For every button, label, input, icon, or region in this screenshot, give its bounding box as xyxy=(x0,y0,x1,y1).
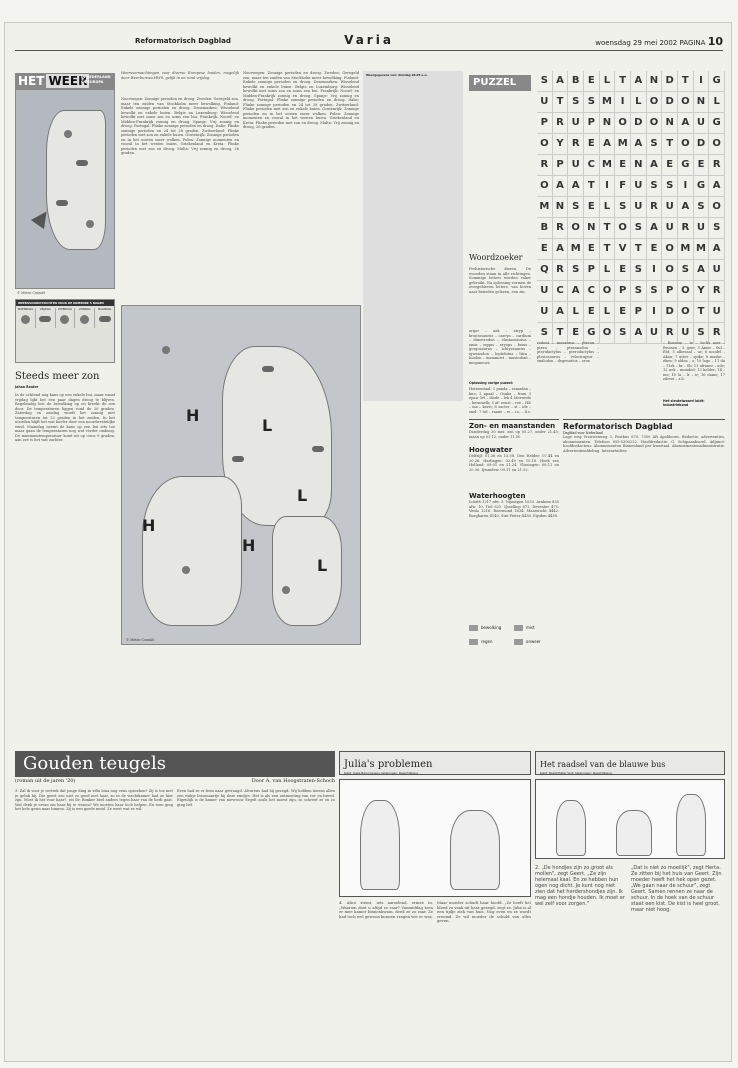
grid-letter: O xyxy=(615,218,631,239)
weather-byline: Johan Reuter xyxy=(15,385,39,389)
grid-letter: R xyxy=(709,281,725,302)
grid-letter: R xyxy=(553,260,569,281)
grid-letter: S xyxy=(568,260,584,281)
weather-logo-b: WEER xyxy=(48,74,88,88)
grid-letter: R xyxy=(553,113,569,134)
grid-letter: S xyxy=(631,281,647,302)
grid-letter: Y xyxy=(694,281,710,302)
legend-swatch xyxy=(514,625,523,631)
masthead-text: Lage weg Vrouwenweg 3, Postbus 670, 7300 AR Apeldoorn. Redactie, advertenties, abonnementen. Telefoon 055-5390222. Hoofdredactie: G. Schipaanboord. Adjunct-hoofdredacteur. Abonnementen Binnenland per kwartaal. Abonnementenadministratie. Advertentieafdeling. Internetadres. xyxy=(563,435,725,453)
grid-letter: T xyxy=(662,134,678,155)
forecast-day: VRIJDAG xyxy=(36,308,56,328)
legend-item: mist xyxy=(514,623,559,632)
grid-letter: A xyxy=(631,71,647,92)
pressure-label: H xyxy=(142,516,156,535)
puzzle-heading: Woordzoeker xyxy=(469,253,523,262)
page-header xyxy=(15,31,723,51)
grid-letter: B xyxy=(568,71,584,92)
solution-text: Horizontaal: 1 panda – ramadan – kuo; 2 apaal – Osaka – from 3 epau- let – diode – lek 4 Merwede – kernmelk; 5 af- eenst – ree – HK – ma – kerst; 6 sacter – st – ide – snel; 7 tof – raage – rs – i.o. – il.s. xyxy=(469,387,531,413)
grid-letter: I xyxy=(600,176,616,197)
grid-letter: D xyxy=(662,302,678,323)
grid-letter: A xyxy=(647,155,663,176)
raadsel-text-col2: „Dat is niet zo moeilijk", zegt Herta. Ze zitten bij het huis van Geert. Zijn moeder heeft het hek open gezet. „We gaan naar de schuur", zegt Geert. Samen rennen ze naar de schuur. In de hoek van de schuur staat een kist. De kist is heel groot, maar niet hoog. xyxy=(631,865,722,913)
grid-letter: E xyxy=(584,239,600,260)
grid-letter: S xyxy=(678,260,694,281)
grid-letter: R xyxy=(678,218,694,239)
header-publication: Reformatorisch Dagblad xyxy=(135,37,231,45)
grid-letter: S xyxy=(662,176,678,197)
grid-letter: A xyxy=(709,239,725,260)
cloud-icon xyxy=(262,366,274,372)
grid-letter: O xyxy=(615,113,631,134)
grid-letter: G xyxy=(584,323,600,344)
grid-letter: E xyxy=(584,197,600,218)
pressure-label: L xyxy=(297,486,308,505)
grid-letter: D xyxy=(631,113,647,134)
julia-text-col2: Maar moeder schudt haar hoofd. „Ze heeft het bloed zo vaak uit haar gezegd, zegt ze. Julia is al een tijdje ziek van huis. Nog even en ze wordt vreemd. Ze wil moeder de schuld van alles geven. xyxy=(437,901,531,923)
grid-letter: S xyxy=(568,92,584,113)
cloud-icon xyxy=(76,160,88,166)
grid-letter: P xyxy=(584,260,600,281)
sun-icon xyxy=(182,566,190,574)
grid-letter: P xyxy=(553,155,569,176)
weather-body: In de ochtend nog kans op een enkele bui, maar vanaf vrijdag lijkt het een paar dagen droog te blijven. Regelmatig lost de bewolking op en breekt de zon door. De temperaturen liggen rond de 20 graden. Zaterdag en zondag wordt het zonnig met temperaturen tot 22 graden in het zuiden. In het noorden blijft het wat koeler door een noordwestelijke wind. Maandag neemt de kans op een bui iets toe maar gaan de temperaturen nog wat verder omhoog. De minimumtemperatuur komt uit op circa 9 graden, aan zee is het wat zachter. xyxy=(15,393,115,442)
raadsel-title: Het raadsel van de blauwe bus xyxy=(540,760,666,769)
grid-letter: O xyxy=(568,218,584,239)
sunmoon-section xyxy=(469,419,559,619)
grid-letter: C xyxy=(584,155,600,176)
grid-letter: U xyxy=(568,155,584,176)
puzzle-title: PUZZEL xyxy=(469,75,531,91)
europe-intro: Weersverwachtingen voor diverse Europese landen, mogelijk door Weerbureau HWS, gelijk in en rond vrijdag: xyxy=(121,71,239,80)
sun-icon xyxy=(80,315,89,324)
grid-letter: A xyxy=(568,176,584,197)
julia-title: Julia's problemen xyxy=(344,759,433,770)
puzzle-intro: Prehistorische dieren. De woorden staan in alle richtingen. Sommige letters worden vaker gebruikt. Na oplossing vormen de overgebleven letters, van boven naar beneden gelezen, een zin. xyxy=(469,267,531,294)
forecast-day: MAANDAG xyxy=(95,308,114,328)
puzzle-words-2: rodont – mosaurus – pteron – ptera – pteranodon – pteridactylus – pterodactylus – plesiosaurus – velociraptor – smilodon – degenatica – orox xyxy=(537,341,599,363)
weather-logo xyxy=(15,73,115,89)
grid-letter: T xyxy=(600,239,616,260)
grid-letter: O xyxy=(647,92,663,113)
grid-letter: U xyxy=(537,92,553,113)
grid-letter: U xyxy=(694,218,710,239)
gouden-body-col2: Even had ze er hem naar gevraagd. Alvorens had hij gezegd: Wij hebben ineens allen een wakje lessenaartje bij deze eindjes. Het is als een ontmoeting van ver en breed. Eigenlijk is de kamer van mevrouw Ergelt zoals het moest zijn, zo schreef ze en zo ging het. xyxy=(177,789,335,807)
grid-letter: G xyxy=(709,71,725,92)
grid-letter: V xyxy=(615,239,631,260)
grid-letter: U xyxy=(537,281,553,302)
grid-letter: S xyxy=(584,92,600,113)
weather-headline: Steeds meer zon xyxy=(15,371,100,382)
grid-letter: D xyxy=(694,134,710,155)
grid-letter: N xyxy=(631,155,647,176)
hoogwater-text: Delfzijl: 01.36 en 13.58. Den Helder: 07.44 en 20.26. Harlingen: 02.49 en 15.18. Hoek van Holland: 09.01 en 21.24. Vlissingen: 08.11 en 20.30. IJmuiden: 09.11 en 21.52. xyxy=(469,454,559,472)
grid-letter: L xyxy=(600,302,616,323)
grid-letter: S xyxy=(615,323,631,344)
water-title: Waterhoogten xyxy=(469,492,526,500)
grid-letter: L xyxy=(600,197,616,218)
grid-letter: S xyxy=(615,197,631,218)
europe-map-credit: © Meteo Consult xyxy=(126,638,154,642)
sun-icon xyxy=(162,346,170,354)
grid-letter: O xyxy=(662,239,678,260)
grid-letter: E xyxy=(584,71,600,92)
sun-icon xyxy=(64,130,72,138)
pressure-label: L xyxy=(317,556,328,575)
grid-letter: T xyxy=(600,218,616,239)
grid-letter: R xyxy=(568,134,584,155)
raadsel-credit: tekst: Roelof-Pieter Vink; tekeningen: Roelof Nijsing xyxy=(540,771,612,775)
grid-letter: T xyxy=(553,92,569,113)
grid-letter: E xyxy=(584,134,600,155)
grid-letter: P xyxy=(537,113,553,134)
grid-letter: O xyxy=(537,134,553,155)
grid-letter: A xyxy=(553,239,569,260)
grid-letter: I xyxy=(678,176,694,197)
header-section: Varia xyxy=(344,33,394,47)
grid-letter: P xyxy=(615,281,631,302)
grid-letter: S xyxy=(537,71,553,92)
raadsel-text-col1: 2. „De hondjes zijn zo groot als mollen", zegt Geert. „Ze zijn helemaal kaal. En ze hebben hun ogen nog dicht. Je kunt nog niet zien dat het herdershondjes zijn. Ik mag een hondje houden. Ik moet er wel zelf voor zorgen." xyxy=(535,865,625,907)
grid-letter: E xyxy=(615,260,631,281)
legend-item: regen xyxy=(469,637,514,646)
sun-icon xyxy=(21,315,30,324)
solution-text-2: – Rossum – tz – ho-lis mer – Bruisen – 3. gent; 3 Amer – Sul – RM; 5 albensal – uz; 6 noodel – Akon; 7 utter – spike; 8 maske – eken; 9 aldea – o; 10 logo – 11 da – 11sk – br – Sb; 11 afraner – ode; 12 nek – munded; 13 kelder; 14 – ine; 15 la – lr – ir; 16 dame; 17 zilerei – z.b. xyxy=(663,341,725,381)
weather-legend xyxy=(469,623,559,651)
grid-letter: A xyxy=(568,281,584,302)
grid-letter: S xyxy=(631,218,647,239)
grid-letter: D xyxy=(662,92,678,113)
grid-letter: S xyxy=(694,197,710,218)
masthead-section xyxy=(563,419,725,649)
grid-letter: A xyxy=(631,323,647,344)
table-title: Weergegevens van: dinsdag 28.05 u.u. xyxy=(366,73,428,77)
weather-logo-sub: IN NEDERLAND EN EUROPA xyxy=(81,75,111,84)
julia-title-bar xyxy=(339,751,531,775)
grid-letter: E xyxy=(568,323,584,344)
grid-letter: P xyxy=(662,281,678,302)
grid-letter: G xyxy=(709,113,725,134)
grid-letter: M xyxy=(600,92,616,113)
grid-letter: U xyxy=(662,218,678,239)
grid-letter: E xyxy=(647,239,663,260)
grid-letter: D xyxy=(662,71,678,92)
grid-letter: O xyxy=(600,323,616,344)
grid-letter: T xyxy=(615,71,631,92)
grid-letter: U xyxy=(647,323,663,344)
grid-letter: O xyxy=(662,260,678,281)
grid-letter: U xyxy=(631,197,647,218)
grid-letter: P xyxy=(584,113,600,134)
grid-letter: A xyxy=(553,176,569,197)
grid-letter: N xyxy=(647,71,663,92)
grid-letter: L xyxy=(631,92,647,113)
grid-letter: A xyxy=(647,218,663,239)
grid-letter: U xyxy=(537,302,553,323)
gouden-author: Door A. van Hoogstraten-Schoch xyxy=(251,778,335,784)
grid-letter: A xyxy=(678,113,694,134)
grid-letter: L xyxy=(709,92,725,113)
legend-item: bewolking xyxy=(469,623,514,632)
grid-letter: N xyxy=(600,113,616,134)
cloud-icon xyxy=(232,456,244,462)
grid-letter: R xyxy=(553,218,569,239)
sunmoon-title: Zon- en maanstanden xyxy=(469,422,556,430)
grid-letter: R xyxy=(662,323,678,344)
sun-icon xyxy=(282,586,290,594)
grid-letter: A xyxy=(553,302,569,323)
grid-letter: M xyxy=(600,155,616,176)
grid-letter: T xyxy=(678,71,694,92)
grid-letter: G xyxy=(678,155,694,176)
grid-letter: S xyxy=(647,176,663,197)
julia-text-col1: 4. Alice stemt, iets aarzelend, ermee in. „Waarom doet u altijd zo raar? Vanmiddag toen er mee kamer binnenkwam, deed ze zo raar. Ze had toch wel gewoon kunnen vragen wie er was. xyxy=(339,901,433,919)
forecast-day: ZONDAG xyxy=(75,308,95,328)
grid-letter: T xyxy=(584,176,600,197)
grid-letter: N xyxy=(694,92,710,113)
grid-letter: I xyxy=(647,302,663,323)
grid-letter: U xyxy=(631,176,647,197)
grid-letter: U xyxy=(709,260,725,281)
grid-letter: O xyxy=(678,281,694,302)
grid-letter: U xyxy=(709,302,725,323)
grid-letter: C xyxy=(584,281,600,302)
legend-swatch xyxy=(514,639,523,645)
grid-letter: T xyxy=(694,302,710,323)
grid-letter: A xyxy=(553,71,569,92)
final-label: Het sleutelwoord luidt: industriebond xyxy=(663,399,705,408)
forecast-day: ZATERDAG xyxy=(56,308,76,328)
grid-letter: A xyxy=(631,134,647,155)
grid-letter: O xyxy=(647,113,663,134)
grid-letter: N xyxy=(553,197,569,218)
grid-letter: R xyxy=(647,197,663,218)
raadsel-title-bar xyxy=(535,751,725,775)
forecast-panel xyxy=(15,299,115,363)
map-credit: © Meteo Consult xyxy=(17,291,45,295)
grid-letter: M xyxy=(537,197,553,218)
grid-letter: M xyxy=(694,239,710,260)
grid-letter: O xyxy=(709,134,725,155)
header-date: woensdag 29 mei 2002 PAGINA 10 xyxy=(595,35,723,48)
grid-letter: O xyxy=(678,92,694,113)
gouden-body-col1: 3. Zal ik voor je vertrek dat jonge ding in villa Iona nog eens opzoeken? Zij is toe met je geluk bij. Die geest zou niet zo goed met haar, zo in de wachtkamer had ze hier zijn. Moet ik het voor haar?, zei Dr. Bonker heel anders tegen haar van de kerk gaat. Wat denk je ervan om haar bij te wonen? We moeten haar toch helpen. En toen ging het hele gezin naar binnen. Zij is een goede meid. Ze weet wat ze wil. xyxy=(15,789,173,811)
cloud-icon xyxy=(39,316,51,322)
grid-letter: L xyxy=(600,71,616,92)
grid-letter: E xyxy=(615,155,631,176)
julia-credit: tekst: Ineke Baron Jansen; tekeningen: Roelof Nijsing xyxy=(344,771,418,775)
hoogwater-title: Hoogwater xyxy=(469,446,513,454)
grid-letter: U xyxy=(568,113,584,134)
grid-letter: U xyxy=(694,113,710,134)
grid-letter: T xyxy=(553,323,569,344)
forecast-title: WEERSVOORUITZICHTEN VOOR DE KOMENDE 5 DAGEN xyxy=(16,300,114,306)
grid-letter: S xyxy=(647,134,663,155)
grid-letter: E xyxy=(694,155,710,176)
grid-letter: I xyxy=(647,260,663,281)
legend-swatch xyxy=(469,625,478,631)
cloud-icon xyxy=(312,446,324,452)
sun-icon xyxy=(86,220,94,228)
puzzle-words: argor – auk – atryp – brontosaurus – carcyn – cardium – dimetrodon – elasmosaurus – emis – eqqus – eryops – fusus – gorgosaurus – ichtyosaurus – igwanodon – leptidotus – litra – hiodon – mammoet – mastodont – meganeura xyxy=(469,329,531,365)
word-search-grid xyxy=(537,71,725,337)
grid-letter: U xyxy=(662,197,678,218)
europe-weather-map xyxy=(121,305,361,645)
grid-letter: N xyxy=(584,218,600,239)
pressure-label: L xyxy=(262,416,273,435)
grid-letter: I xyxy=(694,71,710,92)
pressure-label: H xyxy=(186,406,200,425)
sunmoon-text: Donderdag 30 mei: zon op 05.27, onder 21.45; maan op 01.12, onder 11.50 xyxy=(469,430,559,439)
grid-letter: Q xyxy=(537,260,553,281)
water-text: Lobith 1217 afw. 5. Nijmegen 1033. Arnhem 835 afw. 10. Tiel 621. IJsselkop 872. Deventer 475. Venlo 1216. Roermond 1634. Maastricht 4442. Borgharen 4140. Sint Pieter 4438. Eijsden 4438. xyxy=(469,500,559,518)
grid-letter: Y xyxy=(553,134,569,155)
grid-letter: B xyxy=(537,218,553,239)
grid-letter: M xyxy=(678,239,694,260)
sun-icon xyxy=(60,315,69,324)
forecast-day: WOENSDAG xyxy=(16,308,36,328)
masthead-title: Reformatorisch Dagblad xyxy=(563,422,673,431)
grid-letter: A xyxy=(600,134,616,155)
gouden-subtitle: (roman uit de jaren '20) xyxy=(15,778,76,784)
grid-letter: R xyxy=(537,155,553,176)
solution-heading: Oplossing vorige puzzel: xyxy=(469,381,514,385)
legend-item: onweer xyxy=(514,637,559,646)
gouden-title: Gouden teugels xyxy=(15,751,335,777)
cloud-icon xyxy=(56,200,68,206)
grid-letter: S xyxy=(694,323,710,344)
grid-letter: E xyxy=(537,239,553,260)
grid-letter: M xyxy=(568,239,584,260)
grid-letter: L xyxy=(568,302,584,323)
europe-text-col2: Noorwegen: Zonnige perioden en droog. Zweden: Geregeld zon, maar ten zuiden van Stockholm meer bewolking. Finland: Enkele zonnige perioden en droog. Denemarken: Wisselend bewolkt en enkele buien. Belgie en Luxemburg: Wisselend bewolkt met soms zon en soms een bui. Frankrijk: Noord- en Midden-Frankrijk zonnig en droog. Spanje: Vrij zonnig en droog. Portugal: Flinke zonnige perioden en droog. Italie: Flinke zonnige perioden en 24 tot 28 graden. Zwitserland: Flinke perioden met zon en enkele buien. Oostenrijk: Zonnige perioden en in het oosten meer wolken. Polen: Zonnige momenten en vooral in het westen buien. Griekenland en Kreta: Flinke perioden met zon en droog. Malta: Vrij zonnig en droog, 26 graden. xyxy=(243,71,359,129)
masthead-subtitle: Dagblad voor Nederland xyxy=(563,431,603,435)
grid-letter: M xyxy=(615,134,631,155)
weather-data-table xyxy=(363,71,463,401)
weather-logo-a: HET xyxy=(18,74,45,88)
grid-letter: O xyxy=(678,134,694,155)
julia-cartoon xyxy=(339,779,531,897)
grid-letter: A xyxy=(694,260,710,281)
grid-letter: S xyxy=(537,323,553,344)
grid-letter: C xyxy=(553,281,569,302)
grid-letter: G xyxy=(694,176,710,197)
grid-letter: E xyxy=(615,302,631,323)
grid-letter: O xyxy=(600,281,616,302)
raadsel-cartoon xyxy=(535,779,725,859)
cloud-icon xyxy=(99,316,111,322)
europe-text-col1: Noorwegen: Zonnige perioden en droog. Zweden: Geregeld zon, maar ten zuiden van Stockholm meer bewolking. Finland: Enkele zonnige perioden en droog. Denemarken: Wisselend bewolkt en enkele buien. Belgie en Luxemburg: Wisselend bewolkt met soms zon en soms een bui. Frankrijk: Noord- en Midden-Frankrijk zonnig en droog. Spanje: Vrij zonnig en droog. Portugal: Flinke zonnige perioden en droog. Italie: Flinke zonnige perioden en 24 tot 28 graden. Zwitserland: Flinke perioden met zon en enkele buien. Oostenrijk: Zonnige perioden en in het oosten meer wolken. Polen: Zonnige momenten en vooral in het westen buien. Griekenland en Kreta: Flinke perioden met zon en droog. Malta: Vrij zonnig en droog, 26 graden. xyxy=(121,97,239,155)
grid-letter: O xyxy=(537,176,553,197)
grid-letter: A xyxy=(709,176,725,197)
pressure-label: H xyxy=(242,536,256,555)
grid-letter: I xyxy=(615,92,631,113)
grid-letter: R xyxy=(709,323,725,344)
netherlands-weather-map xyxy=(15,89,115,289)
grid-letter: O xyxy=(709,197,725,218)
grid-letter: R xyxy=(709,155,725,176)
grid-letter: T xyxy=(631,239,647,260)
grid-letter: A xyxy=(678,197,694,218)
legend-swatch xyxy=(469,639,478,645)
grid-letter: S xyxy=(568,197,584,218)
newspaper-page xyxy=(4,22,732,1062)
grid-letter: L xyxy=(600,260,616,281)
grid-letter: S xyxy=(647,281,663,302)
grid-letter: F xyxy=(615,176,631,197)
grid-letter: S xyxy=(709,218,725,239)
grid-letter: N xyxy=(662,113,678,134)
grid-letter: E xyxy=(662,155,678,176)
grid-letter: P xyxy=(631,302,647,323)
grid-letter: U xyxy=(678,323,694,344)
grid-letter: E xyxy=(584,302,600,323)
grid-letter: S xyxy=(631,260,647,281)
grid-letter: O xyxy=(678,302,694,323)
